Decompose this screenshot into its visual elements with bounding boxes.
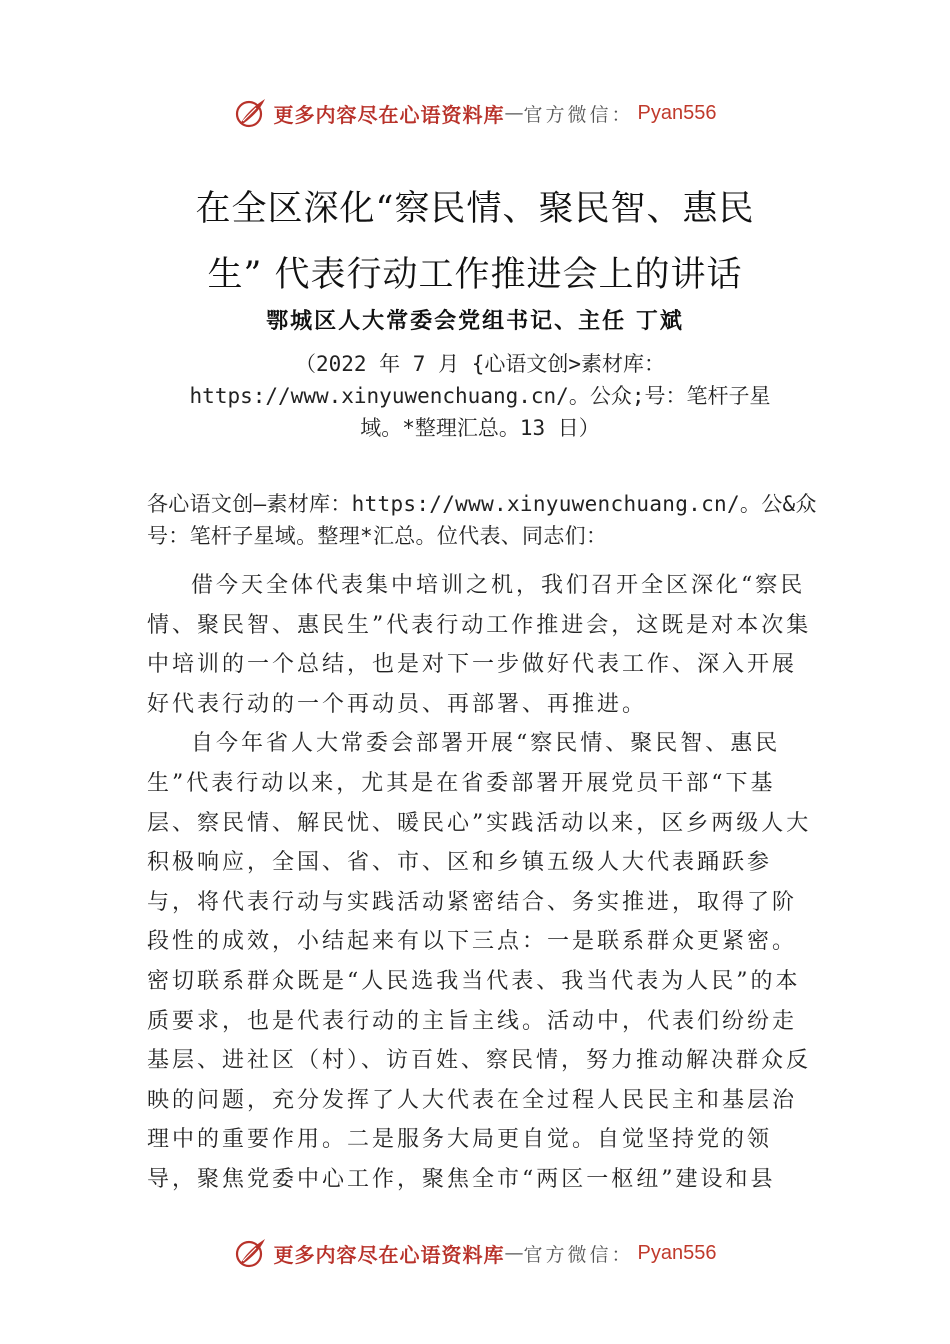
banner-main-text: 更多内容尽在心语资料库 [273,1242,505,1267]
date-note [150,348,810,444]
quill-logo-icon [234,1236,268,1270]
banner-separator: — [504,102,524,124]
note-line-2: https://www.xinyuwenchuang.cn/。公众;号：笔杆子星 [189,384,771,408]
banner-wechat-label: 官方微信： [523,1243,634,1266]
note-line-3: 域。*整理汇总。13 日） [360,416,600,440]
quill-logo-icon [234,96,268,130]
author-line: 鄂城区人大常委会党组书记、主任 丁斌 [266,308,684,334]
body-paragraph-1: 借今天全体代表集中培训之机，我们召开全区深化“察民情、聚民智、惠民生”代表行动工作推进会，这既是对本次集中培训的一个总结，也是对下一步做好代表工作、深入开展好代表行动的一个再动员、再部署、再推进。 [147,573,812,717]
banner-wechat-id: Pyan556 [637,1241,717,1264]
title-line-1: 在全区深化“察民情、聚民智、惠民 [195,189,755,229]
banner-wechat-label: 官方微信： [523,103,634,126]
note-line-1: （2022 年 7 月 {心语文创>素材库： [294,352,666,376]
banner-main-text: 更多内容尽在心语资料库 [273,102,505,127]
title-line-2: 生” 代表行动工作推进会上的讲话 [207,255,743,295]
document-title [120,176,830,308]
footer-banner [0,1233,950,1273]
banner-separator: — [504,1242,524,1264]
salutation-paragraph: 各心语文创—素材库：https://www.xinyuwenchuang.cn/。公&众号：笔杆子星域。整理*汇总。位代表、同志们： [147,492,817,548]
body-paragraph-2: 自今年省人大常委会部署开展“察民情、聚民智、惠民生”代表行动以来，尤其是在省委部署开展党员干部“下基层、察民情、解民忧、暖民心”实践活动以来，区乡两级人大积极响应，全国、省、市、区和乡镇五级人大代表踊跃参与，将代表行动与实践活动紧密结合、务实推进，取得了阶段性的成效，小结起来有以下三点：一是联系群众更紧密。 密切联系群众既是“人民选我当代表、我当代表为人民”的本质要求，也是代表行动的主旨主线。活动中，代表们纷纷走基层、进社区（村）、访百姓、察民情，努力推动解决群众反映的问题，充分发挥了人大代表在全过程人民民主和基层治理中的重要作用。二是服务大局更自觉。自觉坚持党的领导，聚焦党委中心工作，聚焦全市“两区一枢纽”建设和县 [147,731,812,1192]
document-body [147,488,817,1200]
banner-wechat-id: Pyan556 [637,101,717,124]
header-banner [0,93,950,133]
